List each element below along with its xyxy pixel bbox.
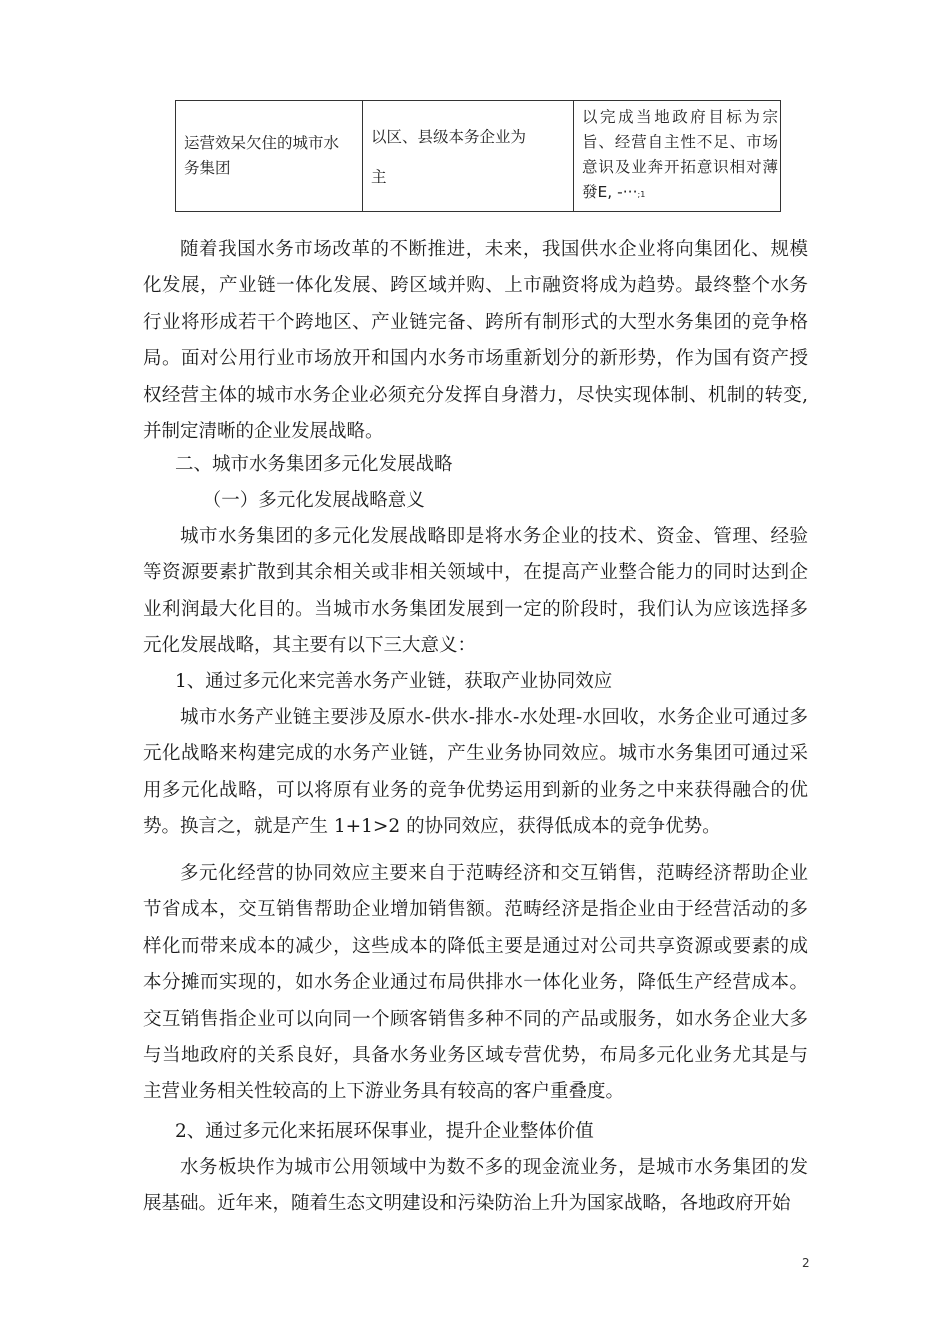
- point-heading-1: 1、通过多元化来完善水务产业链，获取产业协同效应: [175, 671, 613, 692]
- paragraph-5: 水务板块作为城市公用领域中为数不多的现金流业务，是城市水务集团的发展基础。近年来，随着生态文明建设和污染防治上升为国家战略，各地政府开始: [143, 1157, 808, 1215]
- table-row: [176, 101, 781, 212]
- paragraph-3: 城市水务产业链主要涉及原水-供水-排水-水处理-水回收，水务企业可通过多元化战略来构建完成的水务产业链，产生业务协同效应。城市水务集团可通过采用多元化战略，可以将原有业务的竞争优势运用到新的业务之中来获得融合的优势。换言之，就是产生 1+1>2 的协同效应，获得低成本的竞争优势。: [143, 707, 808, 838]
- table-cell-type: [176, 101, 363, 212]
- paragraph-4: 多元化经营的协同效应主要来自于范畴经济和交互销售，范畴经济帮助企业节省成本，交互销售帮助企业增加销售额。范畴经济是指企业由于经营活动的多样化而带来成本的减少，这些成本的降低主要是通过对公司共享资源或要素的成本分摊而实现的，如水务企业通过布局供排水一体化业务，降低生产经营成本。交互销售指企业可以向同一个顾客销售多种不同的产品或服务，如水务企业大多与当地政府的关系良好，具备水务业务区域专营优势，布局多元化业务尤其是与主营业务相关性较高的上下游业务具有较高的客户重叠度。: [143, 863, 808, 1103]
- cell-text-tail: E, -···: [597, 183, 638, 201]
- table-cell-traits: [574, 101, 781, 212]
- section-heading: 二、城市水务集团多元化发展战略: [175, 454, 453, 475]
- cell-text-tiny: ;1: [637, 190, 646, 199]
- subsection-heading: （一）多元化发展战略意义: [202, 490, 425, 511]
- point-heading-2: 2、通过多元化来拓展环保事业，提升企业整体价值: [175, 1121, 594, 1142]
- table-fragment: [175, 100, 781, 212]
- cell-text: 以完成当地政府目标为宗旨、经营自主性不足、市场意识及业奔开拓意识相对薄發: [582, 108, 778, 201]
- cell-text: 运营效呆欠住的城市水务集团: [184, 134, 340, 177]
- cell-text-line1: 以区、县级本务企业为: [371, 128, 527, 146]
- cell-text-line2: 主: [371, 168, 387, 186]
- paragraph-2: 城市水务集团的多元化发展战略即是将水务企业的技术、资金、管理、经验等资源要素扩散到其余相关或非相关领域中，在提高产业整合能力的同时达到企业利润最大化目的。当城市水务集团发展到一定的阶段时，我们认为应该选择多元化发展战略，其主要有以下三大意义：: [143, 526, 808, 657]
- table-cell-scope: [363, 101, 574, 212]
- paragraph-1: 随着我国水务市场改革的不断推进，未来，我国供水企业将向集团化、规模化发展，产业链一体化发展、跨区域并购、上市融资将成为趋势。最终整个水务行业将形成若干个跨地区、产业链完备、跨所有制形式的大型水务集团的竞争格局。面对公用行业市场放开和国内水务市场重新划分的新形势，作为国有资产授权经营主体的城市水务企业必须充分发挥自身潜力，尽快实现体制、机制的转变,并制定清晰的企业发展战略。: [143, 239, 808, 443]
- page-number: 2: [802, 1256, 810, 1270]
